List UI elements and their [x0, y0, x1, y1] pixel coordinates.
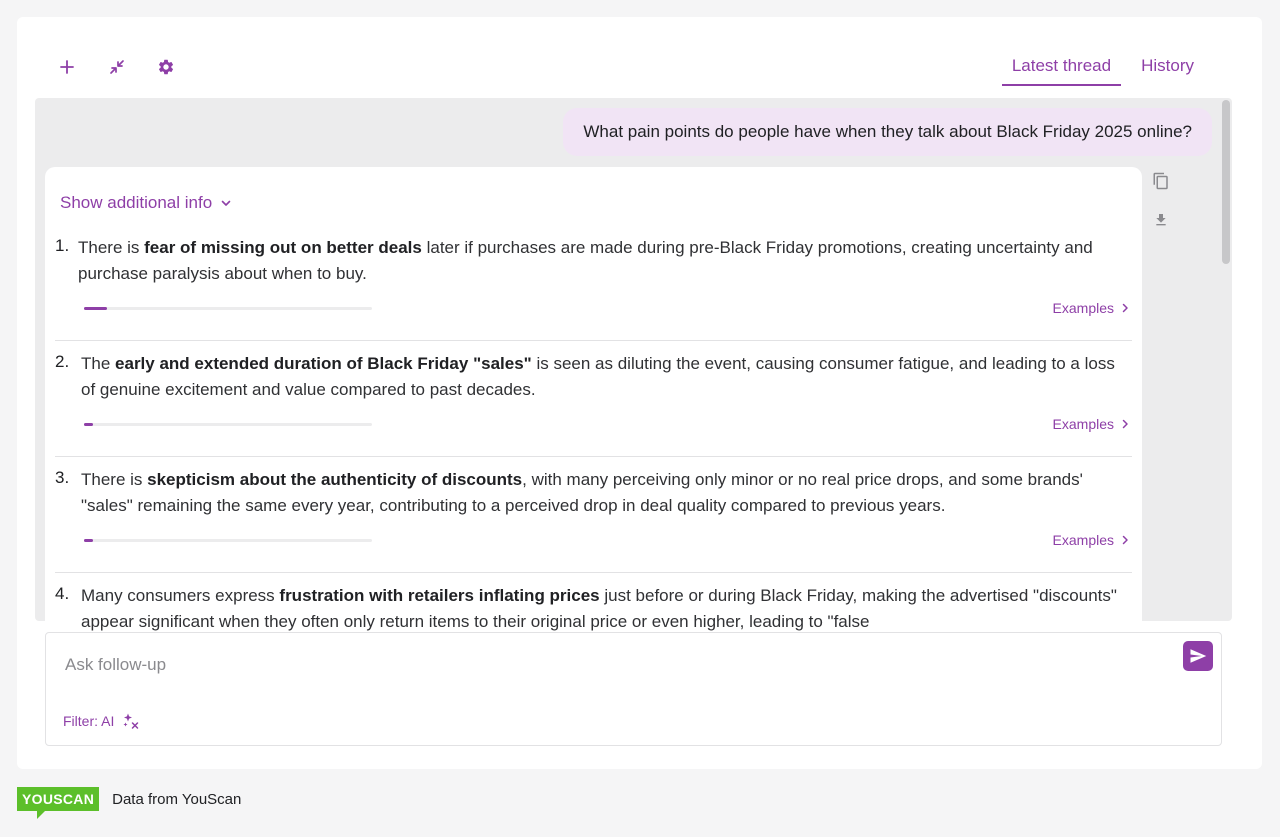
- mention-share-fill: [84, 307, 107, 310]
- item-number: 1.: [55, 236, 70, 255]
- filter-label: Filter: AI: [63, 713, 115, 729]
- sparkle-clear-icon: [122, 712, 140, 730]
- copy-button[interactable]: [1150, 170, 1172, 192]
- data-source-text: Data from YouScan: [112, 790, 242, 808]
- examples-label: Examples: [1052, 532, 1114, 548]
- examples-label: Examples: [1052, 300, 1114, 316]
- item-number: 2.: [55, 352, 70, 371]
- item-number: 3.: [55, 468, 70, 487]
- item-highlight: skepticism about the authenticity of discounts: [147, 470, 523, 489]
- assistant-panel: [17, 17, 1262, 769]
- answer-actions: [1150, 170, 1172, 248]
- gear-icon: [157, 58, 175, 76]
- chevron-right-icon: [1120, 419, 1130, 429]
- send-button[interactable]: [1183, 641, 1213, 671]
- item-text: There is fear of missing out on better deals later if purchases are made during pre-Black Friday promotions, creating uncertainty and purchase paralysis about when to buy.: [78, 238, 1093, 283]
- thread-tabs: [992, 53, 1204, 86]
- footer: [17, 787, 241, 811]
- tab-history[interactable]: History: [1141, 56, 1194, 75]
- mention-share-bar: [84, 307, 372, 310]
- list-item: [55, 457, 1132, 573]
- list-item: [55, 341, 1132, 457]
- scrollbar[interactable]: [1222, 100, 1230, 264]
- item-number: 4.: [55, 584, 70, 603]
- settings-button[interactable]: [153, 54, 179, 80]
- item-highlight: early and extended duration of Black Friday "sales": [115, 354, 532, 373]
- chat-area[interactable]: [35, 98, 1232, 631]
- plus-icon: [58, 58, 76, 76]
- item-highlight: frustration with retailers inflating prices: [279, 586, 600, 605]
- filter-ai-button[interactable]: [63, 712, 140, 730]
- show-additional-info-button[interactable]: [60, 193, 232, 213]
- download-button[interactable]: [1150, 209, 1172, 231]
- item-text: Many consumers express frustration with retailers inflating prices just before or during Black Friday, making the advertised "discounts" appear significant when they often only return items to their original price or even higher, leading to "false: [81, 586, 1117, 631]
- new-thread-button[interactable]: [54, 54, 80, 80]
- mention-share-bar: [84, 423, 372, 426]
- download-icon: [1153, 212, 1169, 228]
- mention-share-bar: [84, 539, 372, 542]
- examples-link[interactable]: [1053, 532, 1130, 548]
- user-message: What pain points do people have when they talk about Black Friday 2025 online?: [563, 108, 1212, 156]
- mention-share-fill: [84, 539, 93, 542]
- collapse-icon: [108, 58, 126, 76]
- list-item: [55, 225, 1132, 341]
- chevron-right-icon: [1120, 535, 1130, 545]
- mention-share-fill: [84, 423, 93, 426]
- collapse-button[interactable]: [104, 54, 130, 80]
- tab-latest-thread[interactable]: Latest thread: [1002, 53, 1121, 86]
- answer-card: [45, 167, 1142, 637]
- item-highlight: fear of missing out on better deals: [144, 238, 422, 257]
- toolbar: [17, 17, 1262, 97]
- youscan-logo: YOUSCAN: [17, 787, 99, 811]
- examples-link[interactable]: [1053, 416, 1130, 432]
- chevron-down-icon: [220, 197, 232, 209]
- examples-link[interactable]: [1053, 300, 1130, 316]
- examples-label: Examples: [1052, 416, 1114, 432]
- follow-up-input[interactable]: [65, 653, 1145, 677]
- item-text: The early and extended duration of Black Friday "sales" is seen as diluting the event, causing consumer fatigue, and leading to a loss of genuine excitement and value compared to past decades.: [81, 354, 1115, 399]
- copy-icon: [1152, 172, 1170, 190]
- follow-up-composer: [45, 632, 1222, 746]
- show-info-label: Show additional info: [60, 193, 213, 212]
- send-icon: [1189, 647, 1207, 665]
- chevron-right-icon: [1120, 303, 1130, 313]
- item-text: There is skepticism about the authenticity of discounts, with many perceiving only minor or no real price drops, and some brands' "sales" remaining the same every year, contributing to a perceived drop in deal quality compared to previous years.: [81, 470, 1083, 515]
